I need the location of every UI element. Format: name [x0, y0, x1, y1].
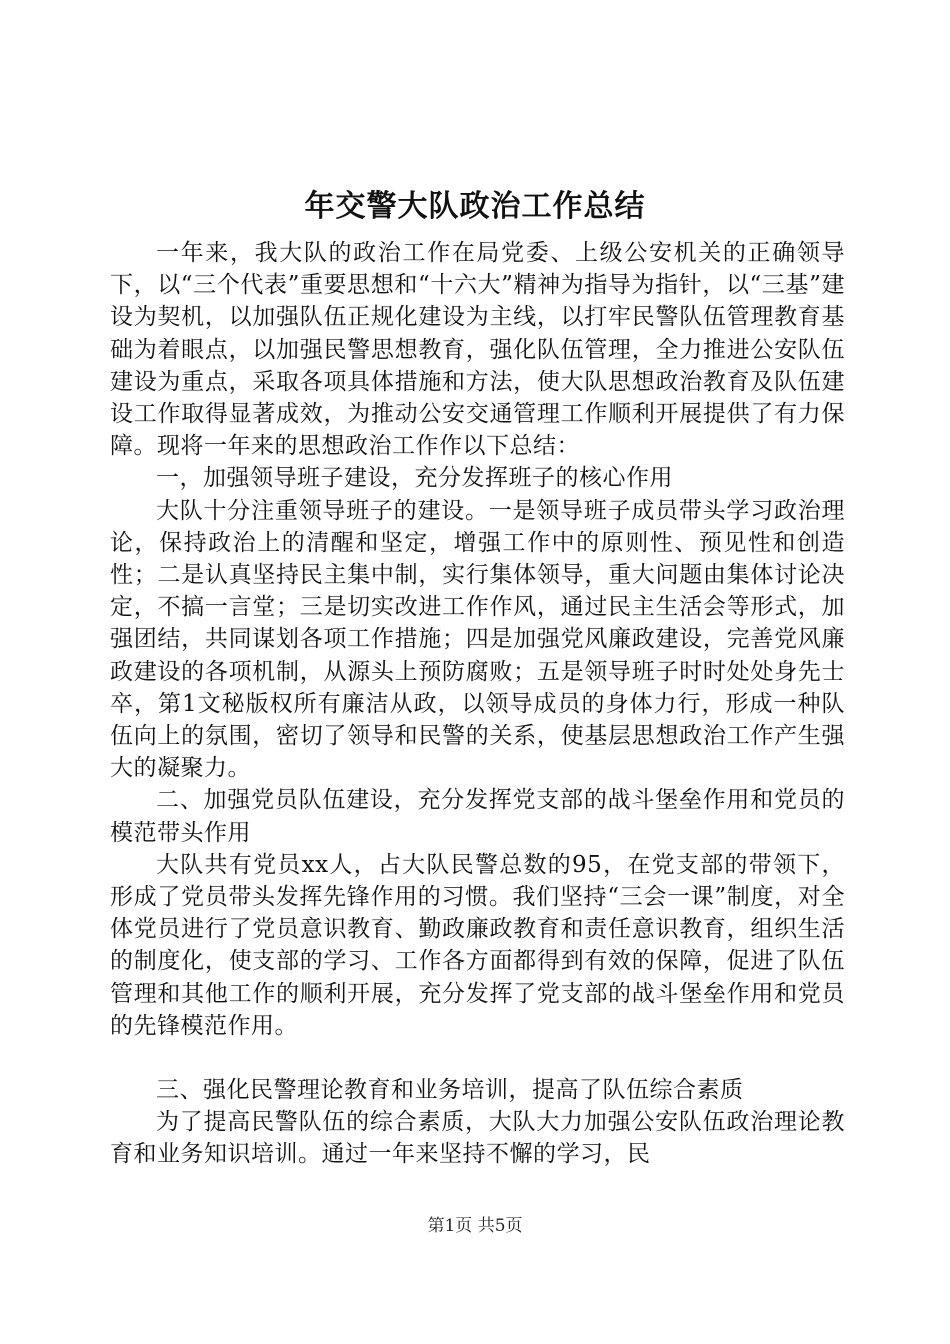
section-heading-3: 三、强化民警理论教育和业务培训，提高了队伍综合素质	[156, 1077, 744, 1104]
paragraph-section-3: 为了提高民警队伍的综合素质，大队大力加强公安队伍政治理论教育和业务知识培训。通过一年来坚持不懈的学习，民	[110, 1109, 845, 1168]
document-body	[110, 237, 845, 1171]
paragraph-intro: 一年来，我大队的政治工作在局党委、上级公安机关的正确领导下，以“三个代表”重要思想和“十六大”精神为指导为指针，以“三基”建设为契机，以加强队伍正规化建设为主线，以打牢民警队伍管理教育基础为着眼点，以加强民警思想教育，强化队伍管理，全力推进公安队伍建设为重点，采取各项具体措施和方法，使大队思想政治教育及队伍建设工作取得显著成效，为推动公安交通管理工作顺利开展提供了有力保障。现将一年来的思想政治工作作以下总结：	[110, 240, 845, 460]
page-footer: 第1页 共5页	[427, 1216, 523, 1236]
section-heading-1: 一，加强领导班子建设，充分发挥班子的核心作用	[156, 465, 673, 492]
paragraph-section-1: 大队十分注重领导班子的建设。一是领导班子成员带头学习政治理论，保持政治上的清醒和坚定，增强工作中的原则性、预见性和创造性；二是认真坚持民主集中制，实行集体领导，重大问题由集体讨论决定，不搞一言堂；三是切实改进工作作风，通过民主生活会等形式，加强团结，共同谋划各项工作措施；四是加强党风廉政建设，完善党风廉政建设的各项机制，从源头上预防腐败；五是领导班子时时处处身先士卒，第1文秘版权所有廉洁从政，以领导成员的身体力行，形成一种队伍向上的氛围，密切了领导和民警的关系，使基层思想政治工作产生强大的凝聚力。	[110, 497, 845, 782]
paragraph-section-2: 大队共有党员xx人，占大队民警总数的95，在党支部的带领下，形成了党员带头发挥先锋作用的习惯。我们坚持“三会一课”制度，对全体党员进行了党员意识教育、勤政廉政教育和责任意识教育，组织生活的制度化，使支部的学习、工作各方面都得到有效的保障，促进了队伍管理和其他工作的顺利开展，充分发挥了党支部的战斗堡垒作用和党员的先锋模范作用。	[110, 851, 845, 1039]
document-title: 年交警大队政治工作总结	[304, 189, 646, 224]
section-heading-2: 二、加强党员队伍建设，充分发挥党支部的战斗堡垒作用和党员的模范带头作用	[110, 787, 845, 846]
